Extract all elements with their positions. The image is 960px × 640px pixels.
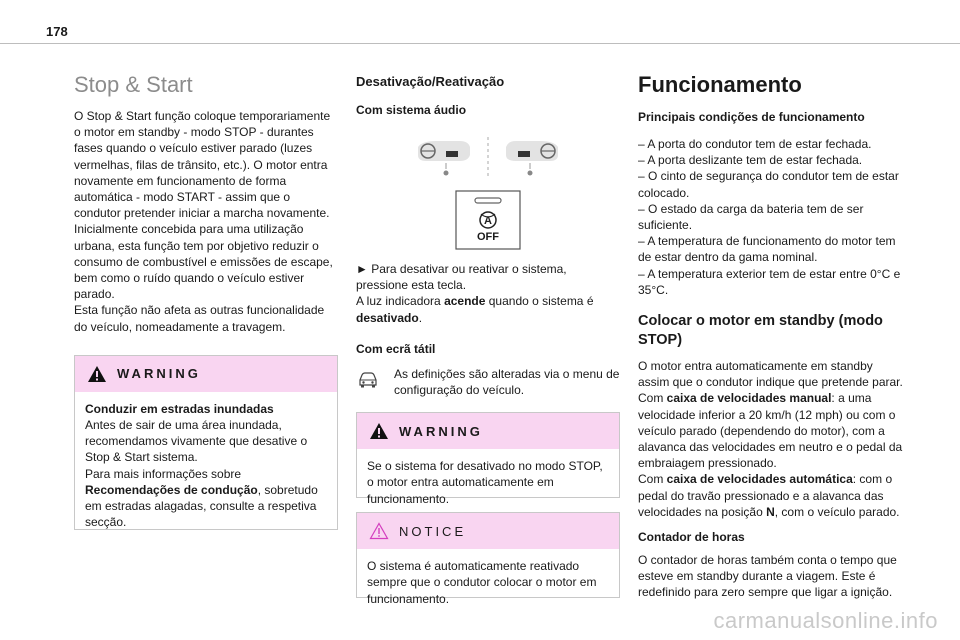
hours-counter-text: O contador de horas também conta o tempo que esteve em standby durante a viagem. Este é redefinido para zero sempre que ligar a ignição. bbox=[638, 553, 897, 600]
warning-text-3-container bbox=[85, 482, 327, 531]
column-2 bbox=[356, 58, 620, 606]
column-1 bbox=[74, 58, 338, 530]
warning-triangle-icon bbox=[87, 365, 107, 383]
dashboard-illustration-icon bbox=[398, 133, 578, 183]
notice-box bbox=[356, 512, 620, 606]
list-item: – A temperatura de funcionamento do motor tem de estar dentro da gama nominal. bbox=[638, 234, 896, 265]
driving-recommendations-link: Recomendações de condução bbox=[85, 482, 258, 497]
list-item: – A temperatura exterior tem de estar entre 0°C e 35°C. bbox=[638, 266, 901, 297]
auto-text-1: Com bbox=[638, 472, 667, 487]
warning-heading: Conduzir em estradas inundadas bbox=[85, 401, 274, 416]
auto-text-3: , com o veículo parado. bbox=[774, 504, 900, 519]
lamp-text-3: . bbox=[418, 310, 423, 325]
list-item: – O cinto de segurança do condutor tem de estar colocado. bbox=[638, 169, 899, 200]
touchscreen-text: As definições são alteradas via o menu de configuração do veículo. bbox=[394, 366, 620, 398]
conditions-heading: Principais condições de funcionamento bbox=[638, 110, 865, 124]
warning-text-2: Para mais informações sobre bbox=[85, 466, 242, 481]
manual-text-1: Com bbox=[638, 391, 667, 406]
warning-box-stop-mode bbox=[356, 412, 620, 506]
warning-box-flooded-roads bbox=[74, 355, 338, 530]
auto-text-2: : com o pedal do travão pressionado e a alavanca das velocidades na posição bbox=[638, 472, 893, 519]
warning-text-3: , sobretudo em estradas alagadas, consulte a respetiva secção. bbox=[85, 482, 318, 530]
lamp-bold-1: acende bbox=[444, 294, 486, 309]
list-item: – A porta deslizante tem de estar fechada. bbox=[638, 153, 863, 168]
conditions-list bbox=[638, 136, 904, 298]
warning-triangle-icon bbox=[369, 422, 389, 440]
lamp-text-1: A luz indicadora bbox=[356, 294, 445, 309]
intro-paragraph-2: Esta função não afeta as outras funcionalidade do veículo, nomeadamente a travagem. bbox=[74, 303, 325, 334]
manual-gearbox-text bbox=[638, 390, 904, 471]
warning-body bbox=[75, 392, 337, 541]
header-rule bbox=[0, 43, 960, 44]
warning-body-2: Se o sistema for desativado no modo STOP, o motor entra automaticamente em funcionamento. bbox=[367, 459, 603, 506]
list-item: – O estado da carga da bateria tem de ser suficiente. bbox=[638, 201, 864, 233]
list-item: – A porta do condutor tem de estar fechada. bbox=[638, 137, 872, 151]
intro-paragraph: O Stop & Start função coloque temporariamente o motor em standby - modo STOP - durantes fases quando o veículo estiver parado (luzes vermelhas, filas de trânsito, etc.). O motor entra novamente em funcionamento de forma automática - modo START - assim que o condutor pretender iniciar a marcha novamente. Inicialmente concebida para uma utilização urbana, esta função tem por objetivo reduzir o consumo de combustível e emissões de escape, bem como o ruído quando o veículo estiver parado. bbox=[74, 109, 333, 302]
audio-system-heading: Com sistema áudio bbox=[356, 103, 467, 117]
off-button-label: OFF bbox=[477, 231, 499, 243]
section-title-stop-start: Stop & Start bbox=[74, 72, 193, 97]
warning-label: WARNING bbox=[117, 366, 201, 382]
standby-heading: Colocar o motor em standby (modo STOP) bbox=[638, 313, 883, 349]
lamp-text-2: quando o sistema é bbox=[485, 294, 594, 309]
touchscreen-row bbox=[356, 366, 620, 398]
auto-bold-2: N bbox=[766, 504, 775, 519]
notice-body: O sistema é automaticamente reativado sempre que o condutor colocar o motor em funcionamento. bbox=[367, 559, 597, 606]
warning-header-2 bbox=[357, 413, 619, 449]
dashboard-illustration bbox=[356, 131, 620, 185]
lamp-bold-2: desativado bbox=[356, 310, 419, 325]
hours-counter-heading: Contador de horas bbox=[638, 530, 745, 545]
manual-text-2: : a uma velocidade inferior a 20 km/h (12 mph) ou com o veículo parado (dependendo do motor), com a alavanca das velocidades em neutro e o pedal da embraiagem pressionado. bbox=[638, 391, 903, 471]
deactivation-heading: Desativação/Reativação bbox=[356, 74, 505, 89]
notice-label: NOTICE bbox=[399, 523, 467, 539]
lamp-indicator-text bbox=[356, 293, 620, 325]
deactivate-instruction: ► Para desativar ou reativar o sistema, pressione esta tecla. bbox=[356, 262, 567, 293]
manual-bold: caixa de velocidades manual bbox=[666, 391, 832, 406]
warning-text-1: Antes de sair de uma área inundada, recomendamos vivamente que desative o Stop & Start sistema. bbox=[85, 418, 308, 465]
warning-label-2: WARNING bbox=[399, 423, 483, 439]
page-number: 178 bbox=[46, 24, 68, 39]
warning-header bbox=[75, 356, 337, 392]
column-3 bbox=[638, 58, 904, 601]
standby-intro: O motor entra automaticamente em standby assim que o condutor indique que pretende parar. bbox=[638, 359, 903, 390]
svg-text:A: A bbox=[484, 215, 492, 227]
auto-gearbox-text bbox=[638, 471, 904, 520]
touchscreen-heading: Com ecrã tátil bbox=[356, 341, 436, 356]
watermark: carmanualsonline.info bbox=[713, 608, 938, 633]
section-title-operation: Funcionamento bbox=[638, 72, 802, 97]
notice-triangle-icon bbox=[369, 522, 389, 540]
notice-header bbox=[357, 513, 619, 549]
auto-bold: caixa de velocidades automática bbox=[666, 472, 853, 487]
car-settings-icon bbox=[356, 366, 386, 398]
